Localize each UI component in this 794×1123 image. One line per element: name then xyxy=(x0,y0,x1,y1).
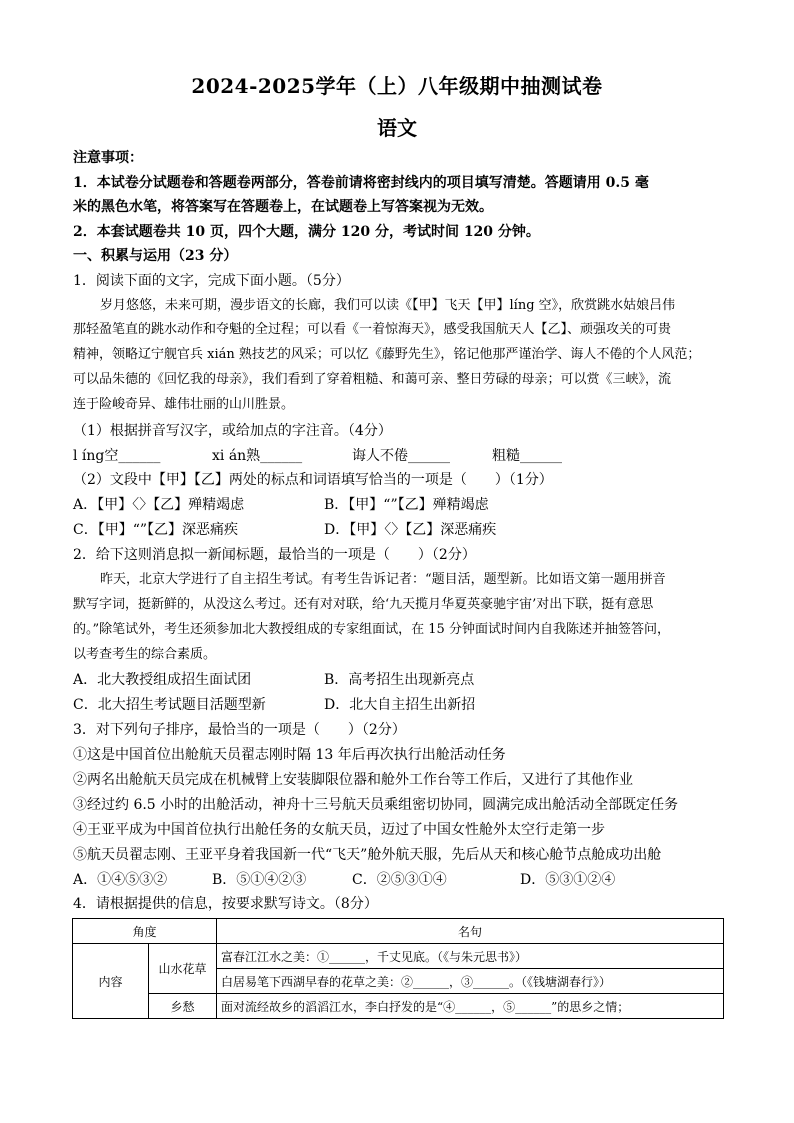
q1-blank: l íng空______ xyxy=(73,448,161,464)
q1-option-d: D．【甲】〈〉【乙】深恶痛疾 xyxy=(324,522,497,538)
table-cell: 白居易笔下西湖早春的花草之美：②______，③______。（《钱塘湖春行》） xyxy=(217,969,724,994)
q1-stem: 1．阅读下面的文字，完成下面小题。（5分） xyxy=(73,273,350,289)
q2-option-a: A．北大教授组成招生面试团 xyxy=(73,672,252,688)
q2-passage-line: 默写字词，挺新鲜的，从没这么考过。还有对对联，给‘九天揽月华夏英豪驰宇宙’对出下联，挺有意思 xyxy=(73,597,654,612)
q3-sentence: ④王亚平成为中国首位执行出舱任务的女航天员，迈过了中国女性舱外太空行走第一步 xyxy=(73,822,605,838)
q1-sub1: （1）根据拼音写汉字，或给加点的字注音。（4分） xyxy=(73,423,392,439)
q4-table xyxy=(72,918,724,1019)
table-header-quote: 名句 xyxy=(217,919,724,944)
q2-option-d: D．北大自主招生出新招 xyxy=(324,697,476,713)
q2-passage-line: 昨天，北京大学进行了自主招生考试。有考生告诉记者：“题目活，题型新。比如语文第一题用拼音 xyxy=(100,572,666,587)
table-row-group: 内容 xyxy=(73,944,149,1019)
table-cell: 富春江江水之美：①______，千丈见底。（《与朱元思书》） xyxy=(217,944,724,969)
table-cell: 面对流经故乡的滔滔江水，李白抒发的是“④______，⑤______”的思乡之情； xyxy=(217,994,724,1019)
notice-heading: 注意事项： xyxy=(73,150,143,166)
q2-stem: 2．给下这则消息拟一新闻标题，最恰当的一项是（ ）（2分） xyxy=(73,547,476,563)
exam-title: 2024-2025学年（上）八年级期中抽测试卷 xyxy=(191,74,603,98)
q3-sentence: ⑤航天员翟志刚、王亚平身着我国新一代“飞天”舱外航天服，先后从天和核心舱节点舱成功出舱 xyxy=(73,847,662,863)
q1-option-a: A．【甲】〈〉【乙】殚精竭虑 xyxy=(73,497,245,513)
table-category: 乡愁 xyxy=(149,994,217,1019)
table-category: 山水花草 xyxy=(149,944,217,994)
q3-sentence: ③经过约 6.5 小时的出舱活动，神舟十三号航天员乘组密切协同，圆满完成出舱活动全部既定任务 xyxy=(73,797,679,813)
table-row xyxy=(73,994,724,1019)
q3-stem: 3．对下列句子排序，最恰当的一项是（ ）（2分） xyxy=(73,722,406,738)
q4-stem: 4．请根据提供的信息，按要求默写诗文。（8分） xyxy=(73,896,378,912)
q3-option-a: A．①④⑤③② xyxy=(73,872,168,888)
q3-option-b: B．⑤①④②③ xyxy=(212,872,307,888)
table-header-row xyxy=(73,919,724,944)
q1-passage-line: 那轻盈笔直的跳水动作和夺魁的全过程；可以看《一着惊海天》，感受我国航天人【乙】、顽强攻关的可贵 xyxy=(73,322,672,337)
subject-title: 语文 xyxy=(377,116,417,140)
q2-passage-line: 以考查考生的综合素质。 xyxy=(73,647,217,662)
q1-passage-line: 岁月悠悠，未来可期，漫步语文的长廊，我们可以读《【甲】飞天【甲】líng 空》，欣赏跳水姑娘吕伟 xyxy=(100,298,676,313)
q2-option-b: B．高考招生出现新亮点 xyxy=(324,672,475,688)
q1-passage-line: 可以品朱德的《回忆我的母亲》，我们看到了穿着粗糙、和蔼可亲、整日劳碌的母亲；可以赏《三峡》，流 xyxy=(73,372,672,387)
table-row xyxy=(73,944,724,969)
notice-item-1-line-2: 米的黑色水笔，将答案写在答题卷上，在试题卷上写答案视为无效。 xyxy=(73,199,493,215)
q3-sentence: ①这是中国首位出舱航天员翟志刚时隔 13 年后再次执行出舱活动任务 xyxy=(73,747,506,763)
q1-sub2: （2）文段中【甲】【乙】两处的标点和词语填写恰当的一项是（ ）（1分） xyxy=(73,472,553,488)
q1-blank: 诲人不倦______ xyxy=(352,448,450,464)
q1-blank: xi án熟______ xyxy=(212,448,303,464)
q2-option-c: C．北大招生考试题目活题型新 xyxy=(73,697,266,713)
q3-option-d: D．⑤③①②④ xyxy=(520,872,616,888)
notice-item-2: 2．本套试题卷共 10 页，四个大题，满分 120 分，考试时间 120 分钟。 xyxy=(73,224,540,240)
section-1-heading: 一、积累与运用（23 分） xyxy=(73,248,238,264)
q1-passage-line: 精神，领略辽宁舰官兵 xián 熟技艺的风采；可以忆《藤野先生》，铭记他那严谨治学、诲人不倦的个人风范； xyxy=(73,347,701,362)
notice-item-1-line-1: 1．本试卷分试题卷和答题卷两部分，答卷前请将密封线内的项目填写清楚。答题请用 0.5 毫 xyxy=(73,175,649,191)
q1-option-c: C．【甲】“”【乙】深恶痛疾 xyxy=(73,522,239,538)
table-header-angle: 角度 xyxy=(73,919,217,944)
q3-option-c: C．②⑤③①④ xyxy=(352,872,447,888)
q3-sentence: ②两名出舱航天员完成在机械臂上安装脚限位器和舱外工作台等工作后，又进行了其他作业 xyxy=(73,772,633,788)
q1-option-b: B．【甲】“”【乙】殚精竭虑 xyxy=(324,497,489,513)
q1-blank: 粗糙______ xyxy=(492,448,562,464)
q1-passage-line: 连于险峻奇异、雄伟壮丽的山川胜景。 xyxy=(73,397,295,412)
q2-passage-line: 的。”除笔试外，考生还须参加北大教授组成的专家组面试，在 15 分钟面试时间内自我陈述并抽签答问， xyxy=(73,622,670,637)
